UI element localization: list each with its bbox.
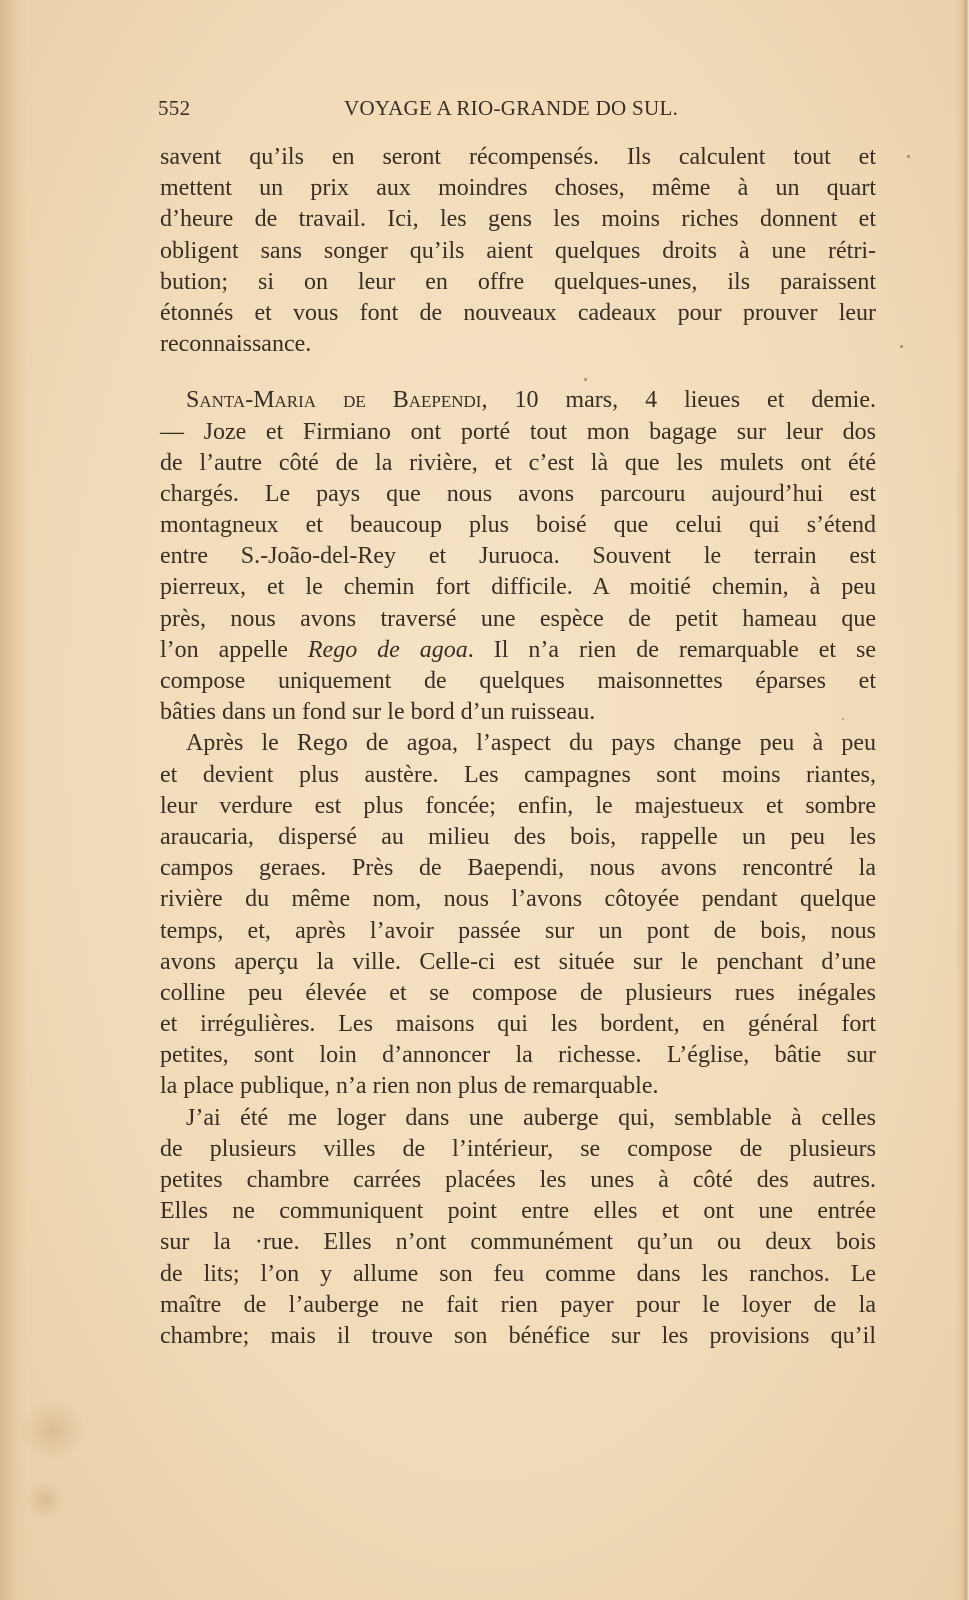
section-gap — [160, 360, 876, 385]
text-line: compose uniquement de quelques maisonnettes éparses et — [160, 668, 876, 694]
page-left-edge-shadow — [0, 0, 28, 1600]
text-line: Après le Rego de agoa, l’aspect du pays change peu à peu — [186, 730, 876, 757]
page-right-edge — [955, 0, 969, 1600]
text-line: étonnés et vous font de nouveaux cadeaux pour prouver leur — [160, 299, 876, 326]
date-distance: , 10 mars, 4 lieues et demie. — [481, 387, 876, 414]
text-line: colline peu élevée et se compose de plusieurs rues inégales — [160, 979, 876, 1006]
text-line: et irrégulières. Les maisons qui les bordent, en général fort — [160, 1011, 876, 1038]
text-line: pierreux, et le chemin fort difficile. A moitié chemin, à peu — [160, 574, 876, 601]
text-line: maître de l’auberge ne fait rien payer pour le loyer de la — [160, 1291, 876, 1318]
text-line: savent qu’ils en seront récompensés. Ils calculent tout et — [160, 144, 876, 170]
paper-stain — [25, 1480, 65, 1520]
text-line: bâties dans un fond sur le bord d’un ruisseau. — [160, 699, 596, 726]
text-line: araucaria, dispersé au milieu des bois, rappelle un peu les — [160, 823, 876, 850]
text-line: chambre; mais il trouve son bénéfice sur les provisions qu’il — [160, 1322, 876, 1349]
text-line: montagneux et beaucoup plus boisé que celui qui s’étend — [160, 512, 876, 539]
page-number: 552 — [158, 96, 191, 120]
text-line: obligent sans songer qu’ils aient quelques droits à une rétri- — [160, 237, 876, 264]
text-line: leur verdure est plus foncée; enfin, le majestueux et sombre — [160, 792, 876, 819]
text-line: bution; si on leur en offre quelques-unes, ils paraissent — [160, 268, 876, 295]
text-line: petites chambre carrées placées les unes à côté des autres. — [160, 1167, 876, 1193]
paper-speck — [900, 345, 903, 348]
paper-stain — [18, 1400, 88, 1460]
italic-place-name: Rego de agoa — [307, 636, 468, 663]
text-line: petites, sont loin d’annoncer la richesse. L’église, bâtie sur — [160, 1042, 876, 1069]
body-text — [160, 142, 876, 1352]
text-line: de l’autre côté de la rivière, et c’est là que les mulets ont été — [160, 449, 876, 476]
entry-heading-line — [160, 385, 876, 416]
text-line: et devient plus austère. Les campagnes sont moins riantes, — [160, 761, 876, 788]
text-line: campos geraes. Près de Baependi, nous avons rencontré la — [160, 855, 876, 882]
text-line: entre S.-João-del-Rey et Juruoca. Souvent le terrain est — [160, 543, 876, 570]
text-line: temps, et, après l’avoir passée sur un pont de bois, nous — [160, 917, 876, 944]
text-segment: . Il n’a rien de remarquable et se — [467, 636, 876, 663]
paragraph — [160, 728, 876, 1102]
paragraph-dated-entry — [160, 385, 876, 728]
text-line: près, nous avons traversé une espèce de petit hameau que — [160, 605, 876, 632]
text-line: avons aperçu la ville. Celle-ci est située sur le penchant d’une — [160, 948, 876, 975]
text-line: reconnaissance. — [160, 331, 312, 358]
text-line: de plusieurs villes de l’intérieur, se compose de plusieurs — [160, 1135, 876, 1162]
running-title: VOYAGE A RIO-GRANDE DO SUL. — [344, 96, 679, 120]
text-line: Elles ne communiquent point entre elles et ont une entrée — [160, 1198, 876, 1225]
paragraph — [160, 1103, 876, 1353]
text-line: sur la ·rue. Elles n’ont communément qu’un ou deux bois — [160, 1229, 876, 1256]
text-line: — Joze et Firmiano ont porté tout mon bagage sur leur dos — [160, 418, 876, 445]
text-line: J’ai été me loger dans une auberge qui, semblable à celles — [186, 1104, 876, 1131]
text-line: d’heure de travail. Ici, les gens les moins riches donnent et — [160, 206, 876, 233]
paragraph — [160, 142, 876, 360]
text-line-with-italic — [160, 635, 876, 666]
place-heading: Santa-Maria de Baependi — [186, 387, 482, 414]
paper-speck — [907, 155, 910, 158]
text-line: chargés. Le pays que nous avons parcouru aujourd’hui est — [160, 480, 876, 507]
text-line: de lits; l’on y allume son feu comme dans les ranchos. Le — [160, 1260, 876, 1287]
text-segment: l’on appelle — [160, 636, 308, 663]
running-header — [158, 96, 876, 126]
text-line: rivière du même nom, nous l’avons côtoyée pendant quelque — [160, 886, 876, 913]
text-line: la place publique, n’a rien non plus de remarquable. — [160, 1073, 659, 1100]
text-line: mettent un prix aux moindres choses, même à un quart — [160, 175, 876, 202]
